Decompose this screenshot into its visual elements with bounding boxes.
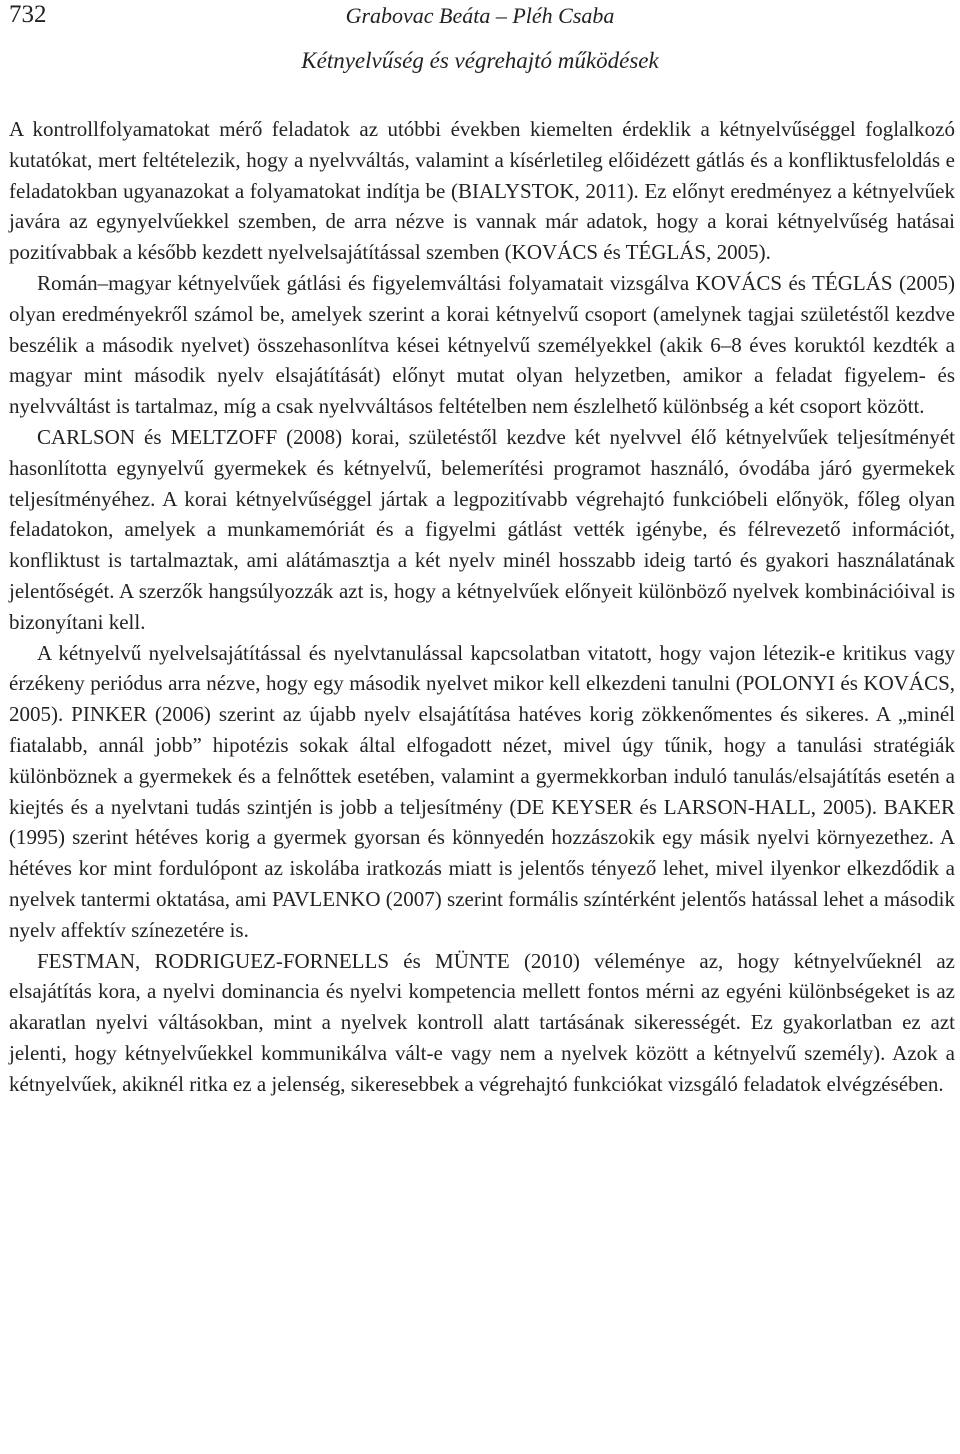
- paragraph-1: A kontrollfolyamatokat mérő feladatok az utóbbi években kiemelten érdeklik a kétnyelvűséggel foglalkozó kutatókat, mert feltételezik, hogy a nyelvváltás, valamint a kísérletileg előidézett gátlás és a konfliktusfeloldás e feladatokban ugyanazokat a folyamatokat indítja be (BIALYSTOK, 2011). Ez előnyt eredményez a kétnyelvűek javára az egynyelvűekkel szemben, de arra nézve is vannak már adatok, hogy a korai kétnyelvűség hatásai pozitívabbak a később kezdett nyelvelsajátítással szemben (KOVÁCS és TÉGLÁS, 2005).: [9, 117, 955, 265]
- paragraph-4: A kétnyelvű nyelvelsajátítással és nyelvtanulással kapcsolatban vitatott, hogy vajon létezik-e kritikus vagy érzékeny periódus arra nézve, hogy egy második nyelvet mikor kell elkezdeni tanulni (POLONYI és KOVÁCS, 2005). PINKER (2006) szerint az újabb nyelv elsajátítása hatéves korig zökkenőmentes és sikeres. A „minél fiatalabb, annál jobb” hipotézis sokak által elfogadott nézet, mivel úgy tűnik, hogy a tanulási stratégiák különböznek a gyermekek és a felnőttek esetében, valamint a gyermekkorban induló tanulás/elsajátítás esetén a kiejtés és a nyelvtani tudás szintjén is jobb a teljesítmény (DE KEYSER és LARSON-HALL, 2005). BAKER (1995) szerint hétéves korig a gyermek gyorsan és könnyedén hozzászokik egy másik nyelvi környezethez. A hétéves kor mint fordulópont az iskolába iratkozás miatt is jelentős tényező lehet, mivel ilyenkor elkezdődik a nyelvek tantermi oktatása, ami PAVLENKO (2007) szerint formális színtérként jelentős hatással lehet a második nyelv affektív színezetére is.: [9, 640, 955, 942]
- paragraph-2: Román–magyar kétnyelvűek gátlási és figyelemváltási folyamatait vizsgálva KOVÁCS és TÉGLÁS (2005) olyan eredményekről számol be, amelyek szerint a korai kétnyelvű csoport (amelynek tagjai születéstől kezdve beszélik a második nyelvet) összehasonlítva kései kétnyelvű személyekkel (akik 6–8 éves koruktól kezdték a magyar mint második nyelv elsajátítását) előnyt mutat olyan helyzetben, amikor a feladat figyelem- és nyelvváltást is tartalmaz, míg a csak nyelvváltásos feltételben nem észlelhető különbség a két csoport között.: [9, 270, 955, 419]
- article-body: [9, 114, 955, 1100]
- running-head-title: Kétnyelvűség és végrehajtó működések: [301, 48, 659, 73]
- paragraph-5: FESTMAN, RODRIGUEZ-FORNELLS és MÜNTE (2010) véleménye az, hogy kétnyelvűeknél az elsajátítás kora, a nyelvi dominancia és nyelvi kompetencia mellett fontos mérni az egyéni különbségeket is az akaratlan nyelvi váltásokban, mint a nyelvek kontroll alatt tartásának sikerességét. Ez gyakorlatban ez azt jelenti, hogy kétnyelvűekkel kommunikálva vált-e vagy nem a nyelvek között a kétnyelvű személy). Azok a kétnyelvűek, akiknél ritka ez a jelenség, sikeresebbek a végrehajtó funkciókat vizsgáló feladatok elvégzésében.: [9, 948, 955, 1096]
- running-head-authors: Grabovac Beáta – Pléh Csaba: [345, 3, 615, 28]
- page-number: 732: [9, 1, 47, 28]
- paragraph-3: CARLSON és MELTZOFF (2008) korai, születéstől kezdve két nyelvvel élő kétnyelvűek teljesítményét hasonlította egynyelvű gyermekek és kétnyelvű, belemerítési programot használó, óvodába járó gyermekek teljesítményéhez. A korai kétnyelvűséggel jártak a legpozitívabb végrehajtó funkcióbeli előnyök, főleg olyan feladatokon, amelyek a munkamemóriát és a figyelmi gátlást vették igénybe, és félrevezető információt, konfliktust is tartalmaztak, ami alátámasztja a két nyelv minél hosszabb ideig tartó és gyakori használatának jelentőségét. A szerzők hangsúlyozzák azt is, hogy a kétnyelvűek előnyeit különböző nyelvek kombinációival is bizonyítani kell.: [9, 424, 955, 634]
- page-header: [0, 0, 960, 36]
